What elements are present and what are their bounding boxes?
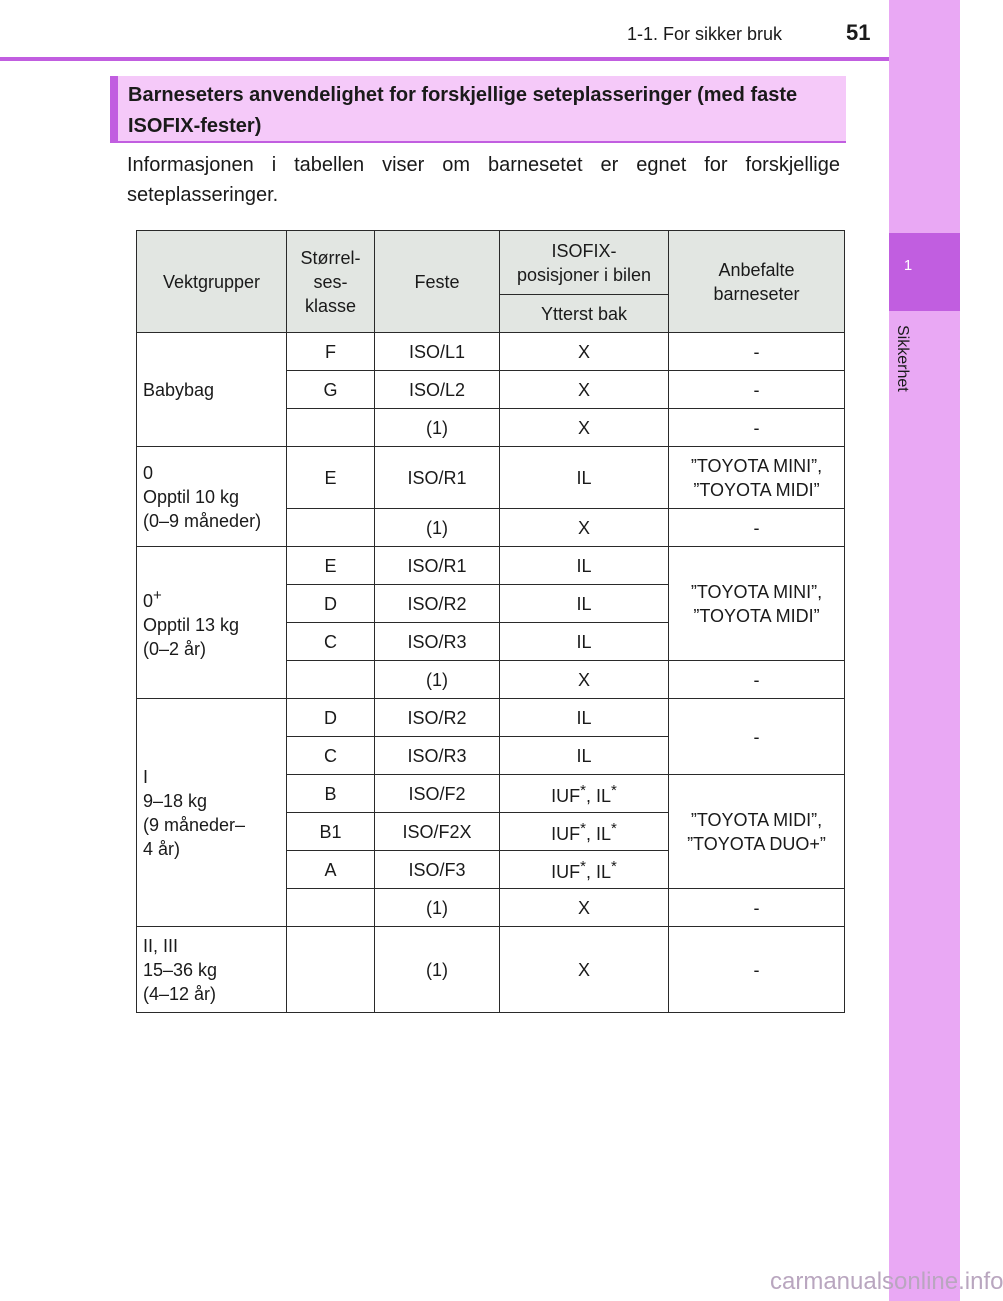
size-class-cell: C (287, 623, 375, 661)
header-rule (0, 57, 889, 61)
fixture-cell: ISO/F3 (375, 851, 500, 889)
size-class-cell: C (287, 737, 375, 775)
weight-group-cell: Babybag (137, 333, 287, 447)
fixture-cell: (1) (375, 409, 500, 447)
size-class-cell (287, 889, 375, 927)
isofix-position-cell: IL (500, 447, 669, 509)
isofix-position-cell: X (500, 371, 669, 409)
header-size-class: Størrel- ses- klasse (287, 231, 375, 333)
recommended-seat-cell: - (669, 927, 845, 1013)
size-class-cell (287, 927, 375, 1013)
section-header: 1-1. For sikker bruk (626, 24, 782, 44)
isofix-position-cell: IL (500, 623, 669, 661)
header-recommended: Anbefalte barneseter (669, 231, 845, 333)
size-class-cell: B (287, 775, 375, 813)
isofix-position-cell: X (500, 509, 669, 547)
recommended-seat-cell: ”TOYOTA MINI”, ”TOYOTA MIDI” (669, 447, 845, 509)
size-class-cell: A (287, 851, 375, 889)
recommended-seat-cell: - (669, 509, 845, 547)
recommended-seat-cell: - (669, 889, 845, 927)
fixture-cell: ISO/R2 (375, 699, 500, 737)
header-isofix-positions: ISOFIX- posisjoner i bilen (500, 231, 669, 295)
fixture-cell: ISO/R3 (375, 737, 500, 775)
table-row (137, 927, 845, 1013)
section-title-accent (110, 76, 118, 141)
size-class-cell (287, 409, 375, 447)
isofix-position-cell: IUF*, IL* (500, 813, 669, 851)
recommended-seat-cell: - (669, 699, 845, 775)
weight-group-cell: 0 Opptil 10 kg (0–9 måneder) (137, 447, 287, 547)
recommended-seat-cell: - (669, 371, 845, 409)
section-title: Barneseters anvendelighet for forskjellige seteplasseringer (med faste ISOFIX-fester) (128, 84, 798, 137)
weight-group-cell: 0+ Opptil 13 kg (0–2 år) (137, 547, 287, 699)
fixture-cell: (1) (375, 509, 500, 547)
fixture-cell: ISO/F2X (375, 813, 500, 851)
table-row (137, 447, 845, 509)
table-body (137, 333, 845, 1013)
table-row (137, 547, 845, 585)
table-row (137, 699, 845, 737)
intro-paragraph: Informasjonen i tabellen viser om barnesetet er egnet for forskjellige seteplasseringer. (127, 154, 840, 206)
fixture-cell: (1) (375, 927, 500, 1013)
isofix-position-cell: X (500, 889, 669, 927)
isofix-position-cell: IUF*, IL* (500, 775, 669, 813)
page-number: 51 (846, 20, 871, 45)
chapter-sidebar (889, 0, 960, 1301)
recommended-seat-cell: ”TOYOTA MINI”, ”TOYOTA MIDI” (669, 547, 845, 661)
chapter-tab-number: 1 (903, 257, 913, 274)
isofix-position-cell: IL (500, 699, 669, 737)
size-class-cell: D (287, 699, 375, 737)
header-weight-group: Vektgrupper (137, 231, 287, 333)
fixture-cell: ISO/R1 (375, 547, 500, 585)
fixture-cell: ISO/F2 (375, 775, 500, 813)
size-class-cell: F (287, 333, 375, 371)
isofix-position-cell: IUF*, IL* (500, 851, 669, 889)
size-class-cell: D (287, 585, 375, 623)
watermark: carmanualsonline.info (770, 1268, 1003, 1295)
section-title-box (110, 76, 846, 143)
fixture-cell: ISO/R1 (375, 447, 500, 509)
fixture-cell: ISO/L1 (375, 333, 500, 371)
size-class-cell: B1 (287, 813, 375, 851)
size-class-cell (287, 509, 375, 547)
isofix-position-cell: X (500, 333, 669, 371)
fixture-cell: ISO/L2 (375, 371, 500, 409)
isofix-position-cell: IL (500, 585, 669, 623)
isofix-position-cell: IL (500, 547, 669, 585)
weight-group-cell: I 9–18 kg (9 måneder– 4 år) (137, 699, 287, 927)
chapter-label: Sikkerhet (894, 325, 911, 392)
size-class-cell (287, 661, 375, 699)
isofix-position-cell: X (500, 927, 669, 1013)
size-class-cell: E (287, 547, 375, 585)
chapter-tab[interactable] (889, 233, 960, 311)
recommended-seat-cell: ”TOYOTA MIDI”, ”TOYOTA DUO+” (669, 775, 845, 889)
recommended-seat-cell: - (669, 409, 845, 447)
isofix-position-cell: IL (500, 737, 669, 775)
header-fixture: Feste (375, 231, 500, 333)
fixture-cell: (1) (375, 889, 500, 927)
table-row (137, 333, 845, 371)
fixture-cell: (1) (375, 661, 500, 699)
isofix-position-cell: X (500, 409, 669, 447)
recommended-seat-cell: - (669, 661, 845, 699)
size-class-cell: G (287, 371, 375, 409)
isofix-table (136, 230, 845, 1013)
isofix-position-cell: X (500, 661, 669, 699)
fixture-cell: ISO/R2 (375, 585, 500, 623)
recommended-seat-cell: - (669, 333, 845, 371)
header-outer-rear: Ytterst bak (500, 295, 669, 333)
fixture-cell: ISO/R3 (375, 623, 500, 661)
weight-group-cell: II, III 15–36 kg (4–12 år) (137, 927, 287, 1013)
size-class-cell: E (287, 447, 375, 509)
